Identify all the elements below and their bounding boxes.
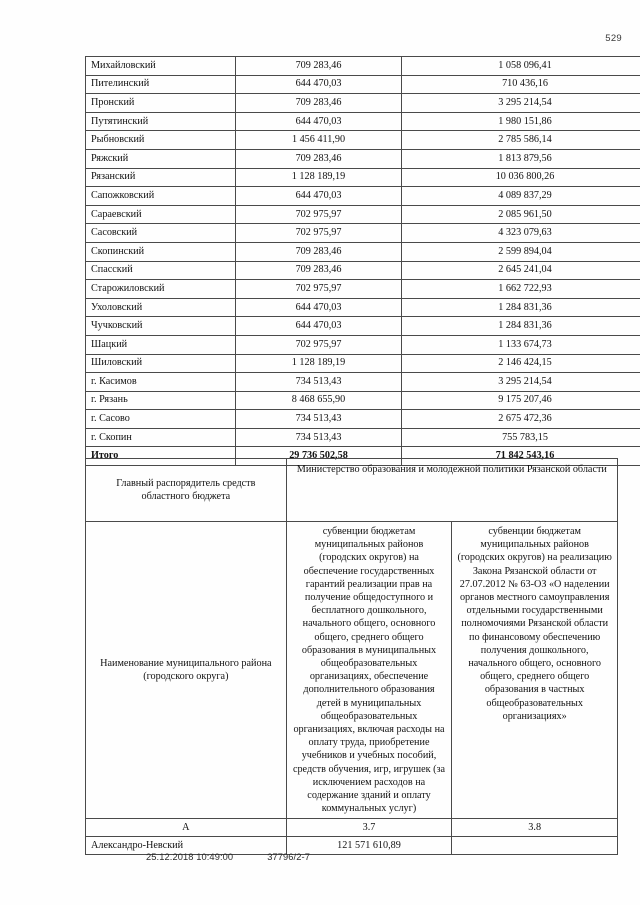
table-row <box>86 224 640 243</box>
municipality-value-2: 1 284 831,36 <box>402 298 640 317</box>
municipality-value-2: 4 089 837,29 <box>402 187 640 206</box>
municipality-value-2: 3 295 214,54 <box>402 94 640 113</box>
municipality-value-1: 702 975,97 <box>236 224 402 243</box>
municipality-name: Сапожковский <box>86 187 236 206</box>
municipality-value-2: 1 284 831,36 <box>402 317 640 336</box>
table-row <box>86 112 640 131</box>
education-ministry-table <box>85 458 618 855</box>
municipality-value-1: 734 513,43 <box>236 373 402 392</box>
municipality-name: г. Рязань <box>86 391 236 410</box>
municipality-value-1: 1 128 189,19 <box>236 354 402 373</box>
municipality-name: г. Касимов <box>86 373 236 392</box>
municipality-name: Шиловский <box>86 354 236 373</box>
total-label: Итого <box>86 447 236 466</box>
municipality-name: Сасовский <box>86 224 236 243</box>
municipality-name: Скопинский <box>86 242 236 261</box>
table-row <box>86 459 618 522</box>
table-row <box>86 373 640 392</box>
municipality-name: Сараевский <box>86 205 236 224</box>
footer-doc-ref: 37796/2-7 <box>267 852 310 862</box>
table-row <box>86 261 640 280</box>
municipality-value-1: 709 283,46 <box>236 149 402 168</box>
main-administrator-header: Главный распорядитель средств областного бюджета <box>86 459 287 522</box>
page-number: 529 <box>605 33 622 44</box>
municipality-value-2: 755 783,15 <box>402 428 640 447</box>
table-row <box>86 819 618 837</box>
table-row <box>86 354 640 373</box>
table-row <box>86 410 640 429</box>
municipality-value-1: 8 468 655,90 <box>236 391 402 410</box>
municipality-value-2: 1 662 722,93 <box>402 280 640 299</box>
municipality-value-2: 1 133 674,73 <box>402 335 640 354</box>
table-row <box>86 428 640 447</box>
municipality-value-2: 4 323 079,63 <box>402 224 640 243</box>
table-row <box>86 75 640 94</box>
table-row <box>86 57 640 76</box>
municipality-value-1: 709 283,46 <box>236 242 402 261</box>
table-row <box>86 187 640 206</box>
municipality-name: Михайловский <box>86 57 236 76</box>
table-row <box>86 298 640 317</box>
column-index-37: 3.7 <box>286 819 452 837</box>
municipality-name: Чучковский <box>86 317 236 336</box>
municipality-value-1: 702 975,97 <box>236 335 402 354</box>
table-row <box>86 205 640 224</box>
municipality-name: Шацкий <box>86 335 236 354</box>
municipality-name-header: Наименование муниципального района (городского округа) <box>86 522 287 819</box>
table-row <box>86 131 640 150</box>
row-municipality-name: Александро-Невский <box>86 837 287 855</box>
table-row <box>86 149 640 168</box>
ministry-header: Министерство образования и молодежной политики Рязанской области <box>286 459 617 522</box>
municipality-value-1: 644 470,03 <box>236 187 402 206</box>
column-index-a: А <box>86 819 287 837</box>
municipality-value-2: 2 146 424,15 <box>402 354 640 373</box>
municipality-value-2: 2 645 241,04 <box>402 261 640 280</box>
municipality-name: Спасский <box>86 261 236 280</box>
municipality-value-1: 709 283,46 <box>236 261 402 280</box>
municipality-name: Путятинский <box>86 112 236 131</box>
total-value-1: 29 736 502,58 <box>236 447 402 466</box>
municipality-value-1: 702 975,97 <box>236 205 402 224</box>
municipality-value-2: 9 175 207,46 <box>402 391 640 410</box>
municipality-value-1: 702 975,97 <box>236 280 402 299</box>
table-row <box>86 391 640 410</box>
row-value-private <box>452 837 618 855</box>
municipality-value-1: 734 513,43 <box>236 410 402 429</box>
municipality-value-2: 2 599 894,04 <box>402 242 640 261</box>
municipality-value-1: 709 283,46 <box>236 57 402 76</box>
total-value-2: 71 842 543,16 <box>402 447 640 466</box>
municipality-name: Пронский <box>86 94 236 113</box>
municipality-subsidy-table <box>85 56 640 466</box>
municipality-value-2: 2 675 472,36 <box>402 410 640 429</box>
municipality-name: Старожиловский <box>86 280 236 299</box>
municipality-name: г. Сасово <box>86 410 236 429</box>
municipality-value-2: 3 295 214,54 <box>402 373 640 392</box>
municipality-name: г. Скопин <box>86 428 236 447</box>
municipality-value-1: 1 128 189,19 <box>236 168 402 187</box>
table-row <box>86 522 618 819</box>
municipality-value-1: 1 456 411,90 <box>236 131 402 150</box>
table-row <box>86 335 640 354</box>
municipality-name: Ухоловский <box>86 298 236 317</box>
subvention-description-private: субвенции бюджетам муниципальных районов (городских округов) на реализацию Закона Рязанской области от 27.07.2012 № 63-ОЗ «О наделении органов местного самоуправления отдельными государственными полномочиями Рязанской области по финансовому обеспечению получения дошкольного, начального общего, основного общего, среднего общего образования в частных общеобразовательных организациях» <box>452 522 618 819</box>
subvention-description-municipal: субвенции бюджетам муниципальных районов (городских округов) на обеспечение государственных гарантий реализации прав на получение общедоступного и бесплатного дошкольного, начального общего, основного общего, среднего общего образования в муниципальных общеобразовательных организациях, обеспечение дополнительного образования детей в муниципальных общеобразовательных организациях, включая расходы на оплату труда, приобретение учебников и учебных пособий, средств обучения, игр, игрушек (за исключением расходов на содержание зданий и оплату коммунальных услуг) <box>286 522 452 819</box>
municipality-value-1: 644 470,03 <box>236 317 402 336</box>
table-row <box>86 168 640 187</box>
municipality-value-1: 644 470,03 <box>236 112 402 131</box>
municipality-value-1: 644 470,03 <box>236 75 402 94</box>
table-row <box>86 94 640 113</box>
municipality-value-2: 10 036 800,26 <box>402 168 640 187</box>
footer-timestamp: 25.12.2018 10:49:00 <box>146 852 234 862</box>
table-row <box>86 317 640 336</box>
municipality-value-2: 2 785 586,14 <box>402 131 640 150</box>
row-value-municipal: 121 571 610,89 <box>286 837 452 855</box>
municipality-value-1: 734 513,43 <box>236 428 402 447</box>
table-row <box>86 280 640 299</box>
municipality-value-2: 710 436,16 <box>402 75 640 94</box>
municipality-value-2: 1 813 879,56 <box>402 149 640 168</box>
footer <box>146 852 310 862</box>
municipality-name: Ряжский <box>86 149 236 168</box>
municipality-value-2: 2 085 961,50 <box>402 205 640 224</box>
municipality-name: Пителинский <box>86 75 236 94</box>
column-index-38: 3.8 <box>452 819 618 837</box>
municipality-value-1: 709 283,46 <box>236 94 402 113</box>
municipality-name: Рязанский <box>86 168 236 187</box>
municipality-value-1: 644 470,03 <box>236 298 402 317</box>
municipality-name: Рыбновский <box>86 131 236 150</box>
municipality-value-2: 1 058 096,41 <box>402 57 640 76</box>
table-row <box>86 242 640 261</box>
municipality-value-2: 1 980 151,86 <box>402 112 640 131</box>
